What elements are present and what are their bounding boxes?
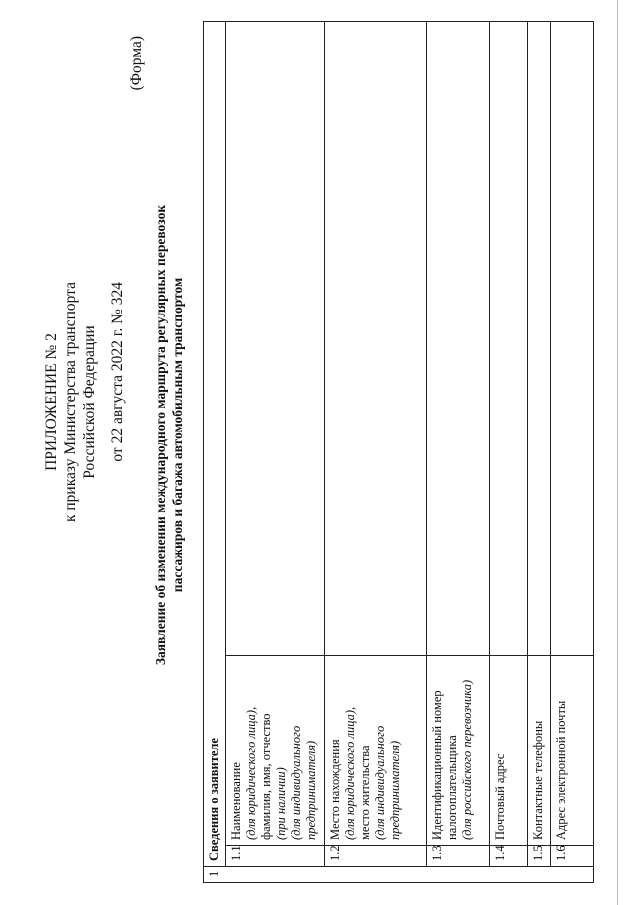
row-number: 1.6 (551, 846, 594, 867)
label-note: (для индивидуального предпринимателя) (289, 725, 318, 840)
value-cell[interactable] (551, 22, 594, 656)
table-row (325, 22, 427, 883)
document-title (152, 125, 186, 745)
section-title: Сведения о заявителе (204, 22, 226, 867)
label-text: Место нахождения (328, 739, 342, 840)
table-row (427, 22, 490, 883)
label-note: (при наличии) (274, 767, 288, 840)
label-extra: фамилия, имя, отчество (259, 713, 273, 840)
table-row (204, 22, 226, 883)
row-number: 1.1 (226, 846, 325, 867)
row-number: 1.2 (325, 846, 427, 867)
value-cell[interactable] (490, 22, 528, 656)
label-note: (для индивидуального предпринимателя) (373, 725, 402, 840)
title-line-1: Заявление об изменении международного маршрута регулярных перевозок (153, 204, 168, 666)
appendix-number: ПРИЛОЖЕНИЕ № 2 (43, 333, 60, 471)
row-number: 1.3 (427, 846, 490, 867)
form-label: (Форма) (128, 36, 145, 91)
row-number: 1.4 (490, 846, 528, 867)
row-label (528, 656, 551, 846)
value-cell[interactable] (325, 22, 427, 656)
label-text: Идентификационный номер налогоплательщика (430, 690, 459, 840)
label-text: Контактные телефоны (531, 720, 545, 840)
value-cell[interactable] (427, 22, 490, 656)
value-cell[interactable] (528, 22, 551, 656)
label-extra: место жительства (358, 745, 372, 840)
row-number: 1.5 (528, 846, 551, 867)
label-text: Почтовый адрес (493, 753, 507, 840)
row-label (325, 656, 427, 846)
label-note: (для юридического лица), (343, 706, 357, 840)
appendix-header (42, 282, 99, 522)
order-line-2: Российской Федерации (81, 325, 98, 479)
label-text: Адрес электронной почты (554, 700, 568, 840)
row-label (427, 656, 490, 846)
row-label (551, 656, 594, 846)
table-row (528, 22, 551, 883)
table-row (551, 22, 594, 883)
order-line-1: к приказу Министерства транспорта (62, 282, 79, 523)
section-number: 1 (204, 867, 594, 883)
applicant-info-table (203, 21, 594, 883)
order-date-number: от 22 августа 2022 г. № 324 (109, 282, 126, 462)
label-note: (для юридического лица), (244, 706, 258, 840)
label-text: Наименование (229, 762, 243, 840)
bottom-edge-line (617, 0, 618, 905)
title-line-2: пассажиров и багажа автомобильным транспортом (170, 277, 185, 593)
value-cell[interactable] (226, 22, 325, 656)
table-row (490, 22, 528, 883)
row-label (226, 656, 325, 846)
label-note: (для российского перевозчика) (460, 679, 474, 840)
row-label (490, 656, 528, 846)
table-row (226, 22, 325, 883)
